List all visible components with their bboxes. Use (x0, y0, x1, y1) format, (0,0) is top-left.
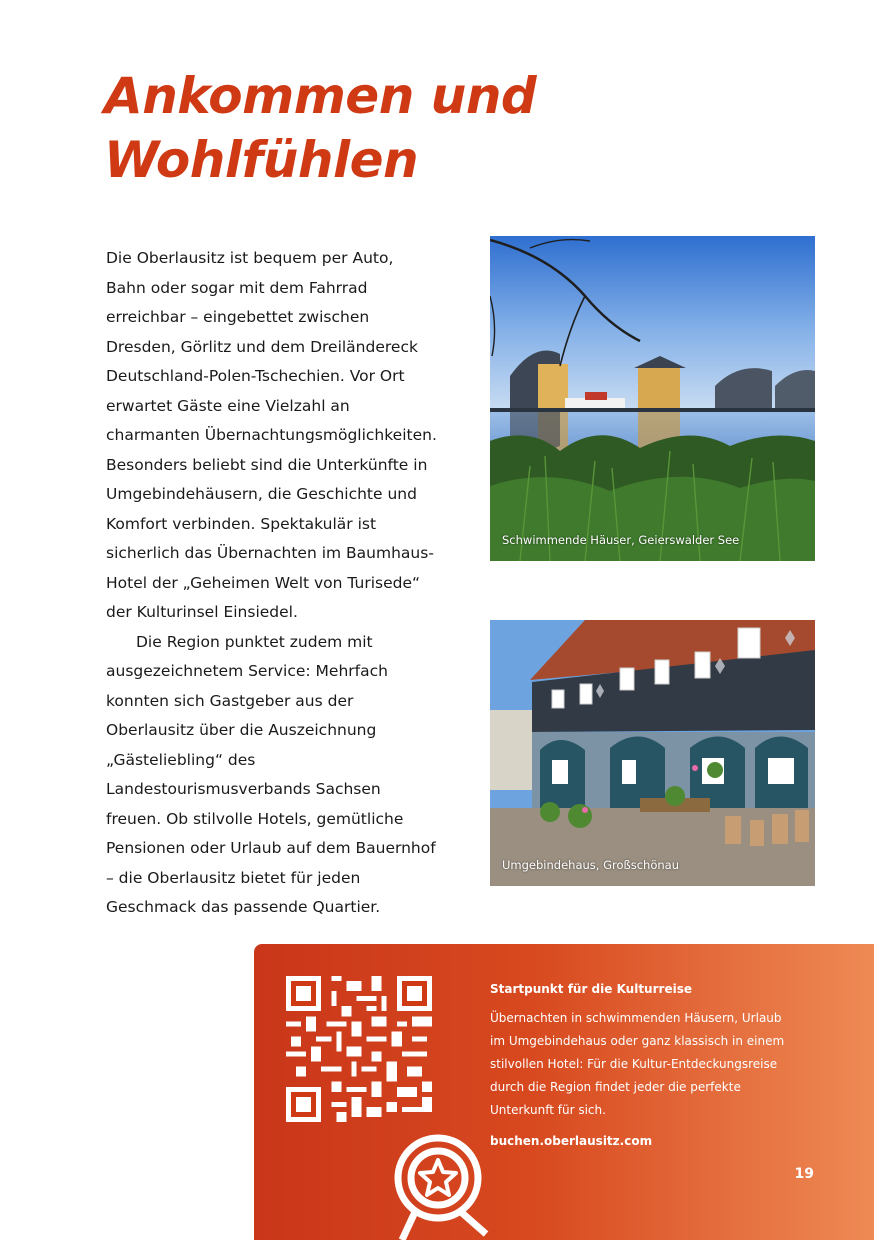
paragraph-2: Die Region punktet zudem mit ausgezeichnetem Service: Mehrfach konnten sich Gastgeber aus der Oberlausitz über die Auszeichnung „Gästeliebling“ des Landestourismusverbands Sachsen freuen. Ob stilvolle Hotels, gemütliche Pensionen oder Urlaub auf dem Bauernhof – die Oberlausitz bietet für jeden Geschmack das passende Quartier. (106, 632, 436, 916)
promo-link[interactable]: buchen.oberlausitz.com (490, 1134, 653, 1148)
promo-heading: Startpunkt für die Kulturreise (490, 982, 692, 996)
promo-box (254, 944, 874, 1240)
photo-umgebindehaus (490, 620, 815, 886)
page-title (104, 64, 536, 192)
paragraph-1: Die Oberlausitz ist bequem per Auto, Bahn oder sogar mit dem Fahrrad erreichbar – eingebettet zwischen Dresden, Görlitz und dem Dreiländereck Deutschland-Polen-Tschechien. Vor Ort erwartet Gäste eine Vielzahl an charmanten Übernachtungsmöglichkeiten. Besonders beliebt sind die Unterkünfte in Umgebindehäusern, die Geschichte und Komfort verbinden. Spektakulär ist sicherlich das Übernachten im Baumhaus-Hotel der „Geheimen Welt von Turisede“ der Kulturinsel Einsiedel. (106, 249, 437, 621)
promo-description: Übernachten in schwimmenden Häusern, Urlaub im Umgebindehaus oder ganz klassisch in einem stilvollen Hotel: Für die Kultur-Entdeckungsreise durch die Region findet jeder die perfekte Unterkunft für sich. (490, 1011, 785, 1117)
article-body (106, 244, 438, 923)
photo-floating-houses (490, 236, 815, 561)
title-line-1: Ankommen und (104, 67, 537, 125)
photo-caption: Schwimmende Häuser, Geierswalder See (502, 533, 740, 547)
page-number: 19 (794, 1166, 814, 1182)
promo-text (490, 978, 800, 1153)
photo-caption: Umgebindehaus, Großschönau (502, 858, 680, 872)
qr-code-icon[interactable] (286, 976, 432, 1122)
title-line-2: Wohlfühlen (104, 131, 419, 189)
award-badge-icon (390, 1130, 500, 1240)
